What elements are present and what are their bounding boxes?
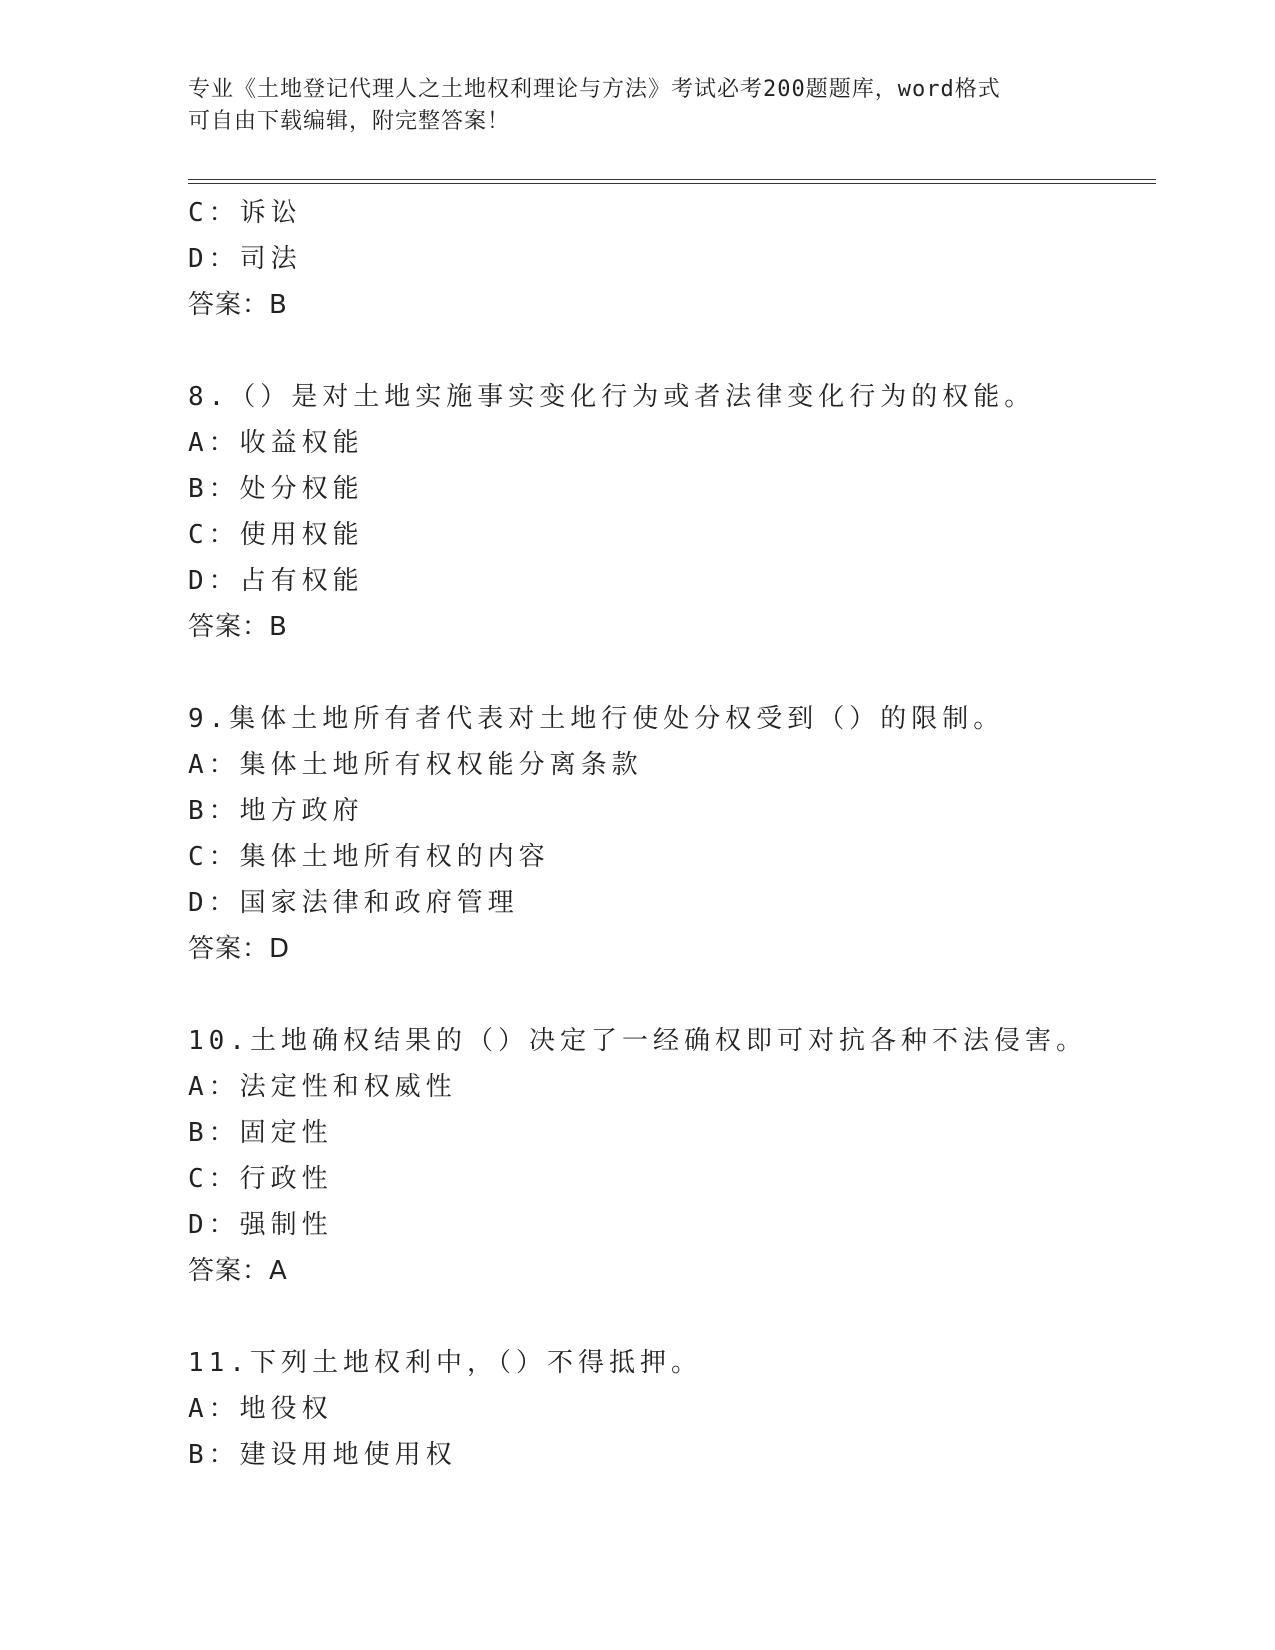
option-b: B：固定性 — [188, 1118, 333, 1148]
answer-line: 答案：B — [188, 612, 288, 642]
question-9 — [188, 696, 1156, 972]
option-d: D：强制性 — [188, 1210, 333, 1240]
question-stem: 11.下列土地权利中，（）不得抵押。 — [188, 1348, 702, 1378]
option-d: D：占有权能 — [188, 566, 364, 596]
answer-line: 答案：B — [188, 290, 288, 320]
option-d: D：国家法律和政府管理 — [188, 888, 519, 918]
header-title-line-2: 可自由下载编辑，附完整答案！ — [188, 109, 511, 134]
option-c: C：行政性 — [188, 1164, 333, 1194]
option-b: B：地方政府 — [188, 796, 364, 826]
option-a: A：收益权能 — [188, 428, 364, 458]
option-a: A：集体土地所有权权能分离条款 — [188, 750, 643, 780]
spacer — [188, 1294, 1156, 1340]
question-8 — [188, 374, 1156, 650]
option-c: C：诉讼 — [188, 198, 302, 228]
answer-line: 答案：D — [188, 934, 291, 964]
answer-line: 答案：A — [188, 1256, 288, 1286]
option-a: A：地役权 — [188, 1394, 333, 1424]
header-divider-bottom — [188, 183, 1156, 184]
question-list — [188, 190, 1156, 1478]
question-stem: 8.（）是对土地实施事实变化行为或者法律变化行为的权能。 — [188, 382, 1036, 412]
option-b: B：处分权能 — [188, 474, 364, 504]
question-stem: 9.集体土地所有者代表对土地行使处分权受到（）的限制。 — [188, 704, 1005, 734]
option-d: D：司法 — [188, 244, 302, 274]
header-divider-top — [188, 179, 1156, 180]
document-header — [188, 74, 1088, 138]
spacer — [188, 328, 1156, 374]
spacer — [188, 650, 1156, 696]
header-title-line-1: 专业《土地登记代理人之土地权利理论与方法》考试必考200题题库，word格式 — [188, 77, 1001, 102]
option-b: B：建设用地使用权 — [188, 1440, 457, 1470]
option-a: A：法定性和权威性 — [188, 1072, 457, 1102]
question-7-continuation — [188, 190, 1156, 328]
option-c: C：使用权能 — [188, 520, 364, 550]
option-c: C：集体土地所有权的内容 — [188, 842, 550, 872]
question-11 — [188, 1340, 1156, 1478]
question-stem: 10.土地确权结果的（）决定了一经确权即可对抗各种不法侵害。 — [188, 1026, 1087, 1056]
question-10 — [188, 1018, 1156, 1294]
spacer — [188, 972, 1156, 1018]
